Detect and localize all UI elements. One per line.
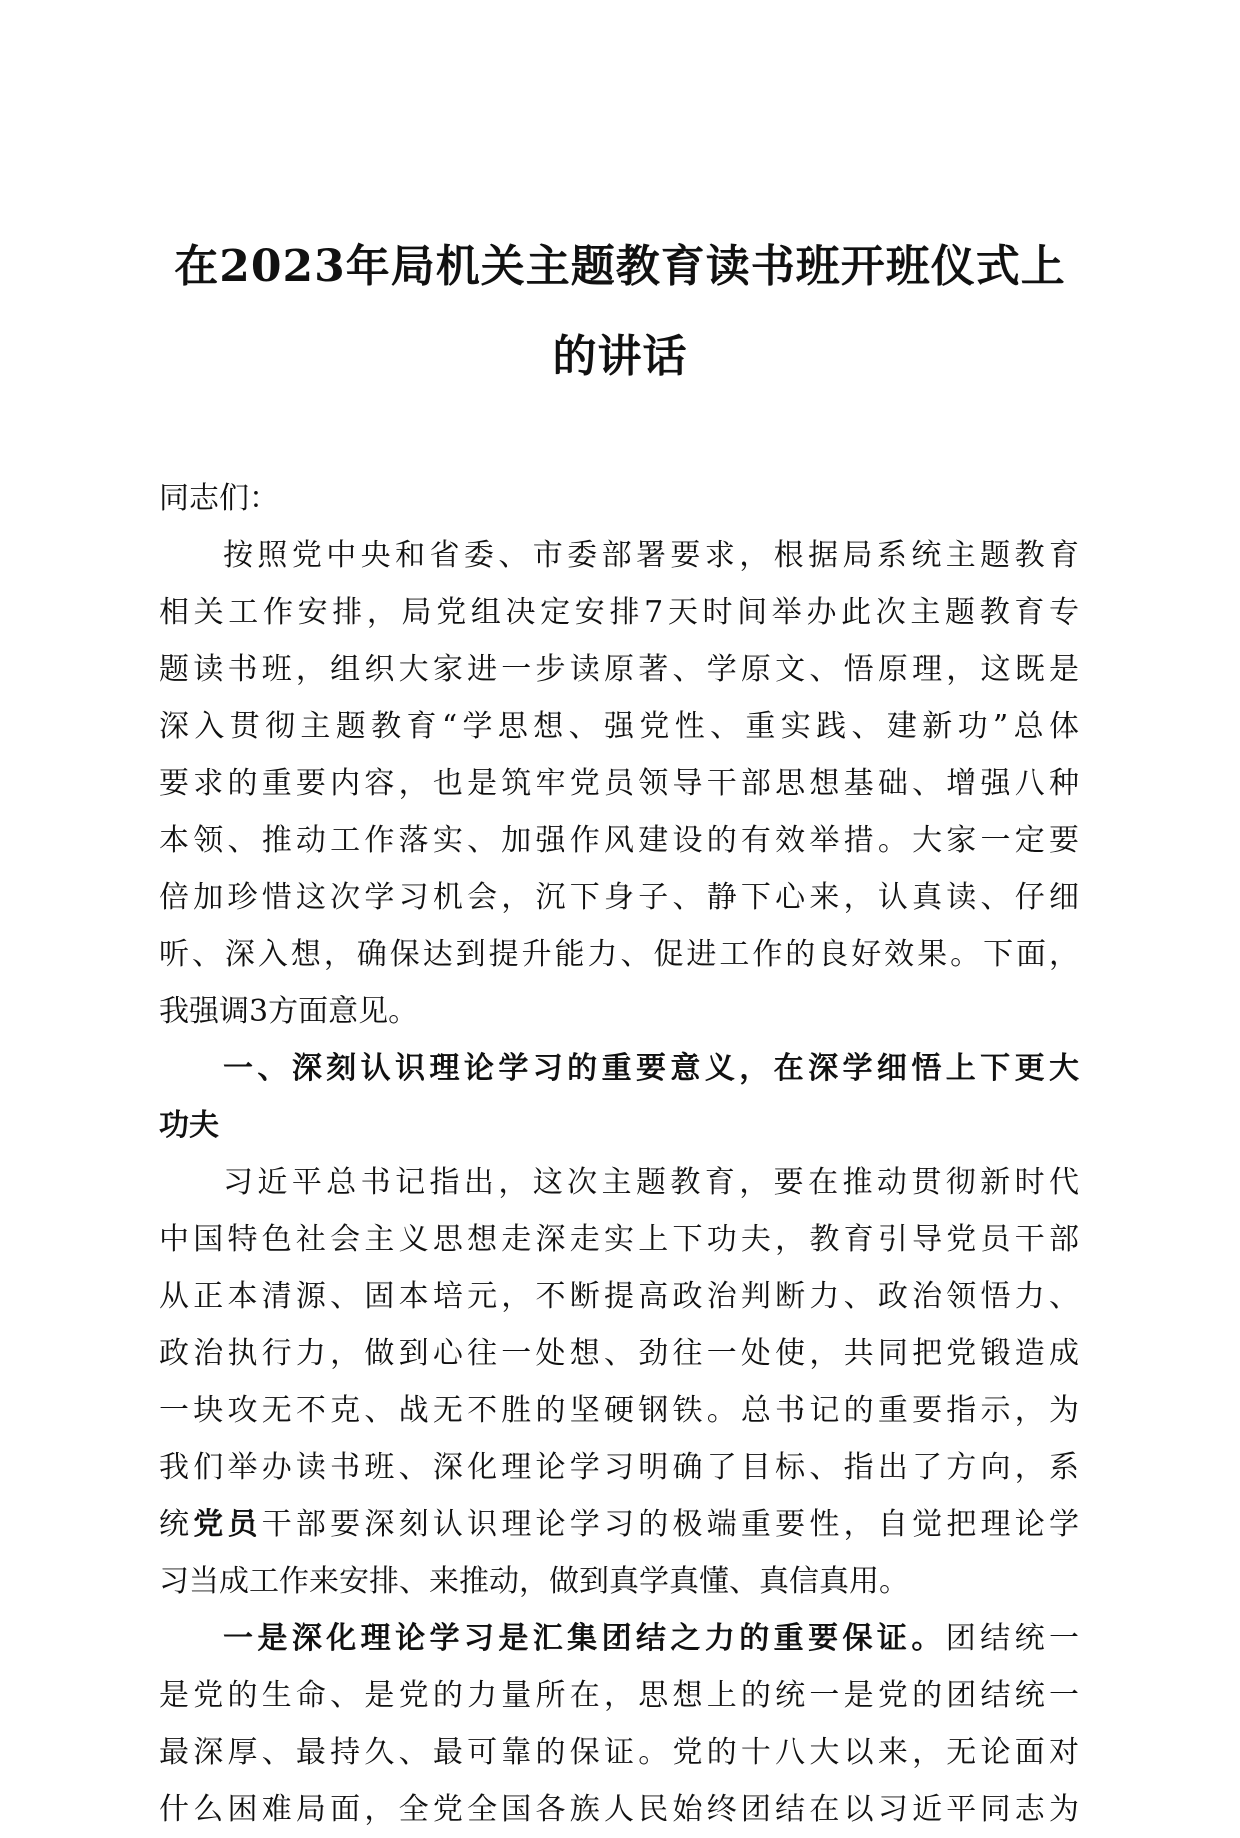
document-body [159,470,1079,1838]
intro-line: 我强调3方面意见。 [159,994,419,1029]
intro-line: 题读书班，组织大家进一步读原著、学原文、悟原理，这既是 [159,652,1079,687]
salutation: 同志们： [159,481,279,516]
intro-line: 听、深入想，确保达到提升能力、促进工作的良好效果。下面， [159,937,1079,972]
section1-line: 习当成工作来安排、来推动，做到真学真懂、真信真用。 [159,1564,909,1599]
point1-line: 最深厚、最持久、最可靠的保证。党的十八大以来，无论面对 [159,1735,1079,1770]
section1-line-mixed [159,1496,1079,1553]
section1-line: 我们举办读书班、深化理论学习明确了目标、指出了方向，系 [159,1450,1079,1485]
title-line-1: 在2023年局机关主题教育读书班开班仪式上 [174,241,1066,292]
section1-line7-prefix: 统 [159,1507,194,1542]
intro-line: 倍加珍惜这次学习机会，沉下身子、静下心来，认真读、仔细 [159,880,1079,915]
point1-line: 什么困难局面，全党全国各族人民始终团结在以习近平同志为 [159,1792,1079,1827]
intro-line: 本领、推动工作落实、加强作风建设的有效举措。大家一定要 [159,823,1079,858]
intro-line: 相关工作安排，局党组决定安排7天时间举办此次主题教育专 [159,595,1079,630]
section1-line: 一块攻无不克、战无不胜的坚硬钢铁。总书记的重要指示，为 [159,1393,1079,1428]
point1-lead-rest: 团结统一 [945,1621,1080,1656]
title-line-2: 的讲话 [552,331,688,382]
section1-line: 从正本清源、固本培元，不断提高政治判断力、政治领悟力、 [159,1279,1079,1314]
section1-line: 习近平总书记指出，这次主题教育，要在推动贯彻新时代 [223,1165,1079,1200]
section-heading-1: 一、深刻认识理论学习的重要意义，在深学细悟上下更大 [223,1051,1079,1086]
section1-line7-suffix: 干部要深刻认识理论学习的极端重要性，自觉把理论学 [261,1507,1080,1542]
bold-term: 党员 [193,1507,262,1542]
point1-line: 是党的生命、是党的力量所在，思想上的统一是党的团结统一 [159,1678,1079,1713]
intro-line: 要求的重要内容，也是筑牢党员领导干部思想基础、增强八种 [159,766,1079,801]
point1-bold-lead: 一是深化理论学习是汇集团结之力的重要保证。 [223,1621,946,1656]
section1-line: 中国特色社会主义思想走深走实上下功夫，教育引导党员干部 [159,1222,1079,1257]
intro-line: 按照党中央和省委、市委部署要求，根据局系统主题教育 [223,538,1079,573]
intro-line: 深入贯彻主题教育“学思想、强党性、重实践、建新功”总体 [159,709,1079,744]
section-heading-1-cont: 功夫 [159,1108,219,1143]
section1-line: 政治执行力，做到心往一处想、劲往一处使，共同把党锻造成 [159,1336,1079,1371]
point1-lead-line [159,1610,1079,1667]
document-title [120,222,1120,402]
